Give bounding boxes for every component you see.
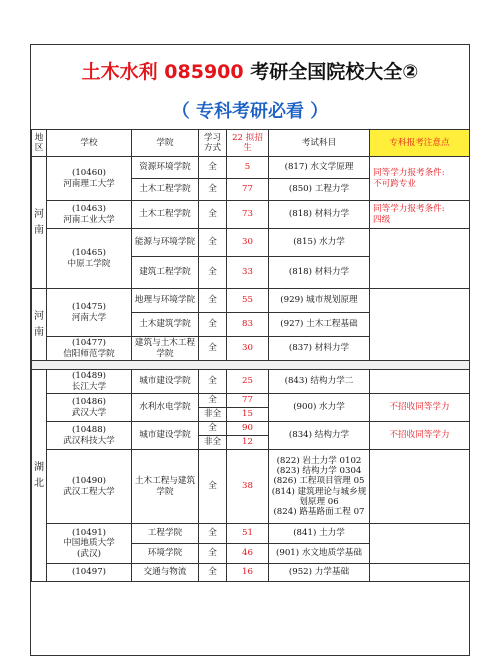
page-title xyxy=(31,57,469,84)
school-cell: (10497) xyxy=(47,564,132,582)
table-row xyxy=(32,394,470,408)
college-cell: 地理与环境学院 xyxy=(132,289,199,313)
subject-cell: (815) 水力学 xyxy=(269,229,370,257)
plan-cell: 25 xyxy=(227,370,269,394)
col-plan: 22 拟招生 xyxy=(227,130,269,157)
subject-cell: (822) 岩土力学 0102 (823) 结构力学 0304 (826) 工程项目管理 05 (814) 建筑理论与城乡规划原理 06 (824) 路基路面工程 07 xyxy=(269,450,370,524)
plan-cell: 55 xyxy=(227,289,269,313)
school-cell: (10490) 武汉工程大学 xyxy=(47,450,132,524)
table-row xyxy=(32,229,470,257)
plan-cell: 12 xyxy=(227,436,269,450)
college-cell: 建筑工程学院 xyxy=(132,257,199,289)
school-cell: (10489) 长江大学 xyxy=(47,370,132,394)
subject-cell: (834) 结构力学 xyxy=(269,422,370,450)
mode-cell: 全 xyxy=(199,370,227,394)
table-row xyxy=(32,524,470,544)
plan-cell: 83 xyxy=(227,313,269,337)
college-cell: 交通与物流 xyxy=(132,564,199,582)
plan-cell: 38 xyxy=(227,450,269,524)
page-subtitle: （ 专科考研必看 ） xyxy=(171,101,329,122)
plan-cell: 5 xyxy=(227,157,269,179)
plan-cell: 33 xyxy=(227,257,269,289)
mode-cell: 非全 xyxy=(199,408,227,422)
subject-cell: (927) 土木工程基础 xyxy=(269,313,370,337)
plan-cell: 51 xyxy=(227,524,269,544)
school-table xyxy=(31,129,470,582)
col-subject: 考试科目 xyxy=(269,130,370,157)
college-cell: 环境学院 xyxy=(132,544,199,564)
region-cell: 河南 xyxy=(32,289,47,361)
school-cell: (10475) 河南大学 xyxy=(47,289,132,337)
plan-cell: 46 xyxy=(227,544,269,564)
note-cell: 不招收同等学力 xyxy=(370,394,470,422)
note-cell xyxy=(370,370,470,394)
subject-cell: (850) 工程力学 xyxy=(269,179,370,201)
title-code: 土木水利 085900 xyxy=(81,61,244,83)
note-cell xyxy=(370,524,470,564)
subject-cell: (841) 土力学 xyxy=(269,524,370,544)
plan-cell: 30 xyxy=(227,337,269,361)
school-cell: (10465) 中原工学院 xyxy=(47,229,132,289)
mode-cell: 非全 xyxy=(199,436,227,450)
plan-cell: 77 xyxy=(227,394,269,408)
note-cell xyxy=(370,229,470,289)
mode-cell: 全 xyxy=(199,337,227,361)
table-row xyxy=(32,450,470,524)
note-text: 同等学力报考条件: 四级 xyxy=(373,204,445,225)
mode-cell: 全 xyxy=(199,289,227,313)
note-cell xyxy=(370,564,470,582)
school-cell: (10477) 信阳师范学院 xyxy=(47,337,132,361)
mode-cell: 全 xyxy=(199,564,227,582)
col-mode: 学习方式 xyxy=(199,130,227,157)
table-row xyxy=(32,289,470,313)
document-frame xyxy=(30,44,470,656)
college-cell: 土木工程学院 xyxy=(132,201,199,229)
table-row xyxy=(32,157,470,179)
college-cell: 水利水电学院 xyxy=(132,394,199,422)
col-region: 地区 xyxy=(32,130,47,157)
plan-cell: 77 xyxy=(227,179,269,201)
plan-cell: 73 xyxy=(227,201,269,229)
college-cell: 资源环境学院 xyxy=(132,157,199,179)
mode-cell: 全 xyxy=(199,394,227,408)
subject-cell: (843) 结构力学二 xyxy=(269,370,370,394)
mode-cell: 全 xyxy=(199,422,227,436)
region-cell: 湖北 xyxy=(32,370,47,582)
college-cell: 城市建设学院 xyxy=(132,422,199,450)
college-cell: 土木工程学院 xyxy=(132,179,199,201)
note-cell xyxy=(370,289,470,361)
col-note: 专科报考注意点 xyxy=(370,130,470,157)
note-cell: 不招收同等学力 xyxy=(370,422,470,450)
plan-cell: 90 xyxy=(227,422,269,436)
note-cell xyxy=(370,201,470,229)
mode-cell: 全 xyxy=(199,313,227,337)
table-header xyxy=(32,130,470,157)
college-cell: 能源与环境学院 xyxy=(132,229,199,257)
school-cell: (10488) 武汉科技大学 xyxy=(47,422,132,450)
region-cell: 河南 xyxy=(32,157,47,289)
college-cell: 土木工程与建筑学院 xyxy=(132,450,199,524)
school-cell: (10491) 中国地质大学 (武汉) xyxy=(47,524,132,564)
subject-cell: (817) 水文学原理 xyxy=(269,157,370,179)
subject-cell: (929) 城市规划原理 xyxy=(269,289,370,313)
mode-cell: 全 xyxy=(199,179,227,201)
mode-cell: 全 xyxy=(199,157,227,179)
subject-cell: (837) 材料力学 xyxy=(269,337,370,361)
note-cell xyxy=(370,450,470,524)
title-text: 考研全国院校大全② xyxy=(243,61,419,83)
table-row xyxy=(32,422,470,436)
mode-cell: 全 xyxy=(199,544,227,564)
mode-cell: 全 xyxy=(199,524,227,544)
plan-cell: 16 xyxy=(227,564,269,582)
separator-row xyxy=(32,361,470,370)
college-cell: 土木建筑学院 xyxy=(132,313,199,337)
mode-cell: 全 xyxy=(199,257,227,289)
school-cell: (10486) 武汉大学 xyxy=(47,394,132,422)
subject-cell: (900) 水力学 xyxy=(269,394,370,422)
table-row xyxy=(32,201,470,229)
note-cell xyxy=(370,157,470,201)
college-cell: 建筑与土木工程学院 xyxy=(132,337,199,361)
mode-cell: 全 xyxy=(199,201,227,229)
college-cell: 工程学院 xyxy=(132,524,199,544)
note-text: 同等学力报考条件: 不可跨专业 xyxy=(373,168,445,189)
mode-cell: 全 xyxy=(199,450,227,524)
table-row xyxy=(32,564,470,582)
subject-cell: (818) 材料力学 xyxy=(269,257,370,289)
table-row xyxy=(32,370,470,394)
college-cell: 城市建设学院 xyxy=(132,370,199,394)
plan-cell: 15 xyxy=(227,408,269,422)
plan-cell: 30 xyxy=(227,229,269,257)
subject-cell: (952) 力学基础 xyxy=(269,564,370,582)
subject-cell: (818) 材料力学 xyxy=(269,201,370,229)
col-school: 学校 xyxy=(47,130,132,157)
col-college: 学院 xyxy=(132,130,199,157)
subject-cell: (901) 水文地质学基础 xyxy=(269,544,370,564)
school-cell: (10460) 河南理工大学 xyxy=(47,157,132,201)
mode-cell: 全 xyxy=(199,229,227,257)
school-cell: (10463) 河南工业大学 xyxy=(47,201,132,229)
